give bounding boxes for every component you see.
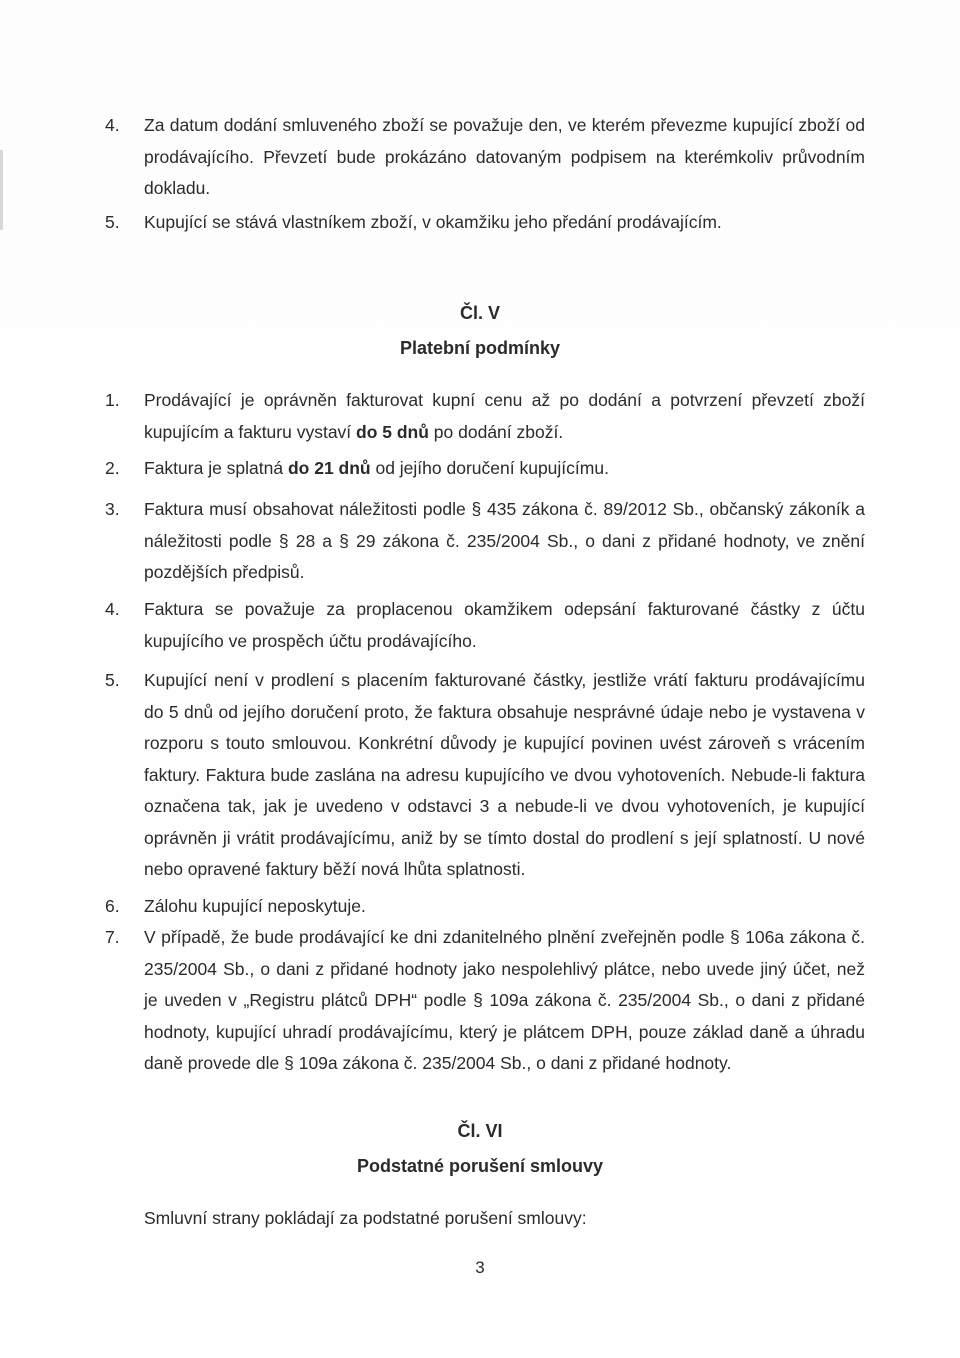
- list-item: [105, 665, 865, 886]
- scan-edge-mark: [0, 150, 3, 230]
- item-number: 5.: [105, 670, 120, 690]
- item-number: 7.: [105, 927, 120, 947]
- list-item: [105, 494, 865, 589]
- list-item: [105, 207, 865, 239]
- item-number: 2.: [105, 458, 120, 478]
- item-text: Za datum dodání smluveného zboží se považuje den, ve kterém převezme kupující zboží od prodávajícího. Převzetí bude prokázáno datovaným podpisem na kterémkoliv průvodním dokladu.: [144, 115, 865, 198]
- article-5-number: Čl. V: [459, 303, 500, 323]
- item-text: Zálohu kupující neposkytuje.: [144, 896, 366, 916]
- item-number: 6.: [105, 896, 120, 916]
- article-6-title: Podstatné porušení smlouvy: [356, 1156, 604, 1176]
- list-item: [105, 385, 865, 448]
- item-number: 5.: [105, 212, 120, 232]
- list-item: [105, 891, 865, 923]
- list-item: [105, 922, 865, 1080]
- article-6-intro: Smluvní strany pokládají za podstatné porušení smlouvy:: [144, 1208, 587, 1228]
- page-number: 3: [475, 1258, 485, 1277]
- item-number: 1.: [105, 390, 120, 410]
- item-number: 4.: [105, 599, 120, 619]
- item-number: 4.: [105, 115, 120, 135]
- item-text: Kupující není v prodlení s placením fakturované částky, jestliže vrátí fakturu prodávajícímu do 5 dnů od jejího doručení proto, že faktura obsahuje nesprávné údaje nebo je vystavena v rozporu s touto smlouvou. Konkrétní důvody je kupující povinen uvést zároveň s vrácením faktury. Faktura bude zaslána na adresu kupujícího ve dvou vyhotoveních. Nebude-li faktura označena tak, jak je uvedeno v odstavci 3 a nebude-li ve dvou vyhotoveních, je kupující oprávněn ji vrátit prodávajícímu, aniž by se tímto dostal do prodlení s její splatností. U nové nebo opravené faktury běží nová lhůta splatnosti.: [144, 670, 865, 879]
- item-text: Prodávající je oprávněn fakturovat kupní cenu až po dodání a potvrzení převzetí zboží kupujícím a fakturu vystaví do 5 dnů po dodání zboží.: [144, 390, 865, 442]
- item-text: Faktura musí obsahovat náležitosti podle § 435 zákona č. 89/2012 Sb., občanský zákoník a náležitosti podle § 28 a § 29 zákona č. 235/2004 Sb., o dani z přidané hodnoty, ve znění pozdějších předpisů.: [144, 499, 865, 582]
- item-text: Faktura je splatná do 21 dnů od jejího doručení kupujícímu.: [144, 458, 609, 478]
- item-number: 3.: [105, 499, 120, 519]
- article-5-title: Platební podmínky: [399, 338, 561, 358]
- item-text: V případě, že bude prodávající ke dni zdanitelného plnění zveřejněn podle § 106a zákona č. 235/2004 Sb., o dani z přidané hodnoty jako nespolehlivý plátce, nebo uvede jiný účet, než je uveden v „Registru plátců DPH“ podle § 109a zákona č. 235/2004 Sb., o dani z přidané hodnoty, kupující uhradí prodávajícímu, který je plátcem DPH, pouze základ daně a úhradu daně provede dle § 109a zákona č. 235/2004 Sb., o dani z přidané hodnoty.: [144, 927, 865, 1073]
- list-item: [105, 594, 865, 657]
- item-text: Faktura se považuje za proplacenou okamžikem odepsání fakturované částky z účtu kupujícího ve prospěch účtu prodávajícího.: [144, 599, 865, 651]
- item-text: Kupující se stává vlastníkem zboží, v okamžiku jeho předání prodávajícím.: [144, 212, 722, 232]
- list-item: [105, 453, 865, 485]
- article-6-number: Čl. VI: [457, 1121, 503, 1141]
- list-item: [105, 110, 865, 205]
